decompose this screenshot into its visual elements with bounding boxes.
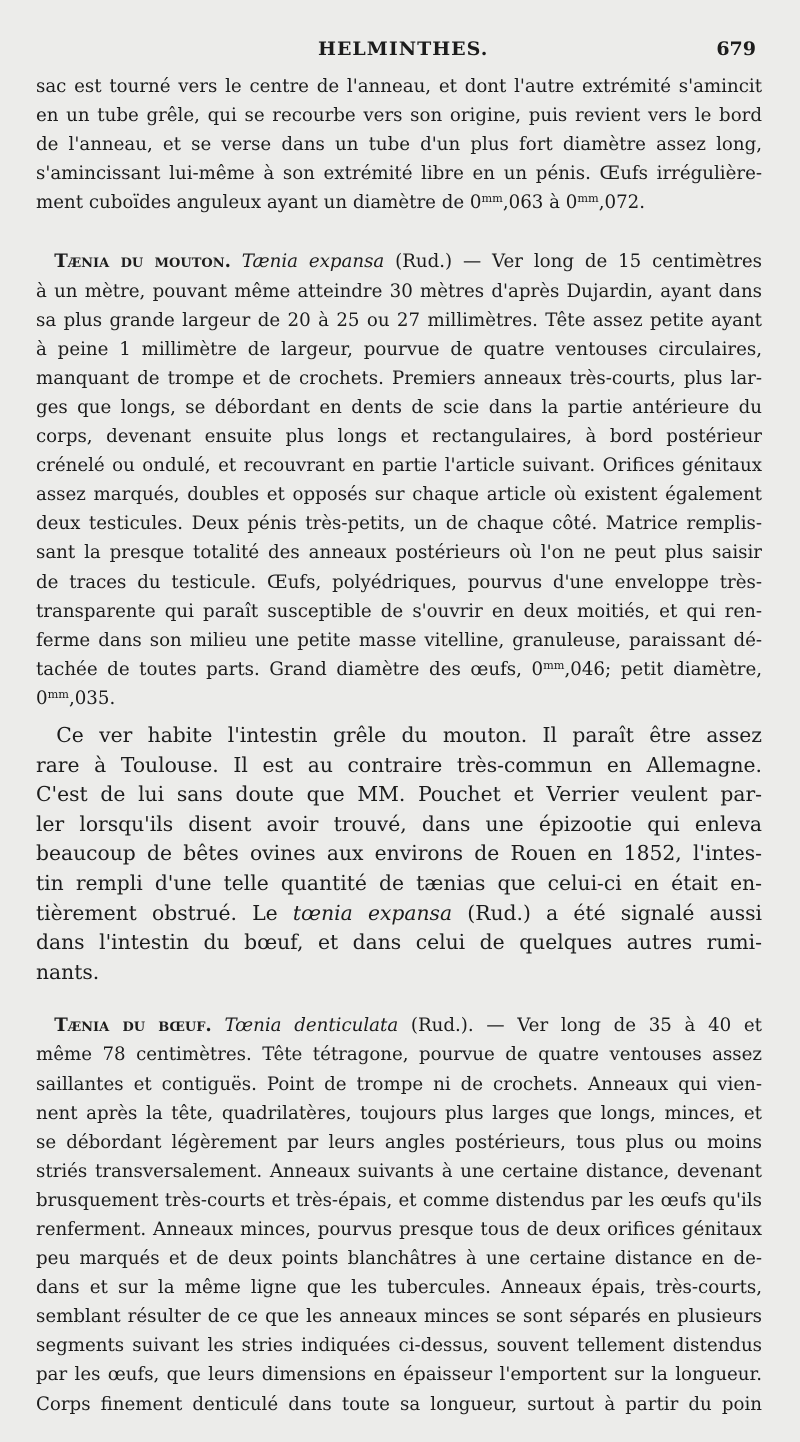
- text-line: ges que longs, se débordant en dents de scie dans la partie antérieure du: [36, 396, 762, 418]
- text-fragment: ,072.: [598, 192, 645, 214]
- text-line: renferment. Anneaux minces, pourvus presque tous de deux orifices génitaux: [36, 1218, 762, 1240]
- text-line: beaucoup de bêtes ovines aux environs de Rouen en 1852, l'intes-: [36, 841, 762, 866]
- text-line: dans et sur la même ligne que les tubercules. Anneaux épais, très-courts,: [36, 1277, 762, 1299]
- text-fragment: Ce ver habite l'intestin grêle du mouton. Il paraît être assez: [56, 722, 762, 747]
- text-line: se débordant légèrement par leurs angles postérieurs, tous plus ou moins: [36, 1131, 762, 1153]
- text-line: saillantes et contiguës. Point de trompe ni de crochets. Anneaux qui vien-: [36, 1073, 762, 1095]
- paragraph-3: [36, 721, 762, 987]
- running-header: [36, 32, 762, 72]
- text-line: [36, 899, 762, 929]
- unit-superscript: mm: [577, 192, 599, 206]
- text-line: s'amincissant lui-même à son extrémité libre en un pénis. Œufs irrégulière-: [36, 163, 762, 185]
- text-line: brusquement très-courts et très-épais, et comme distendus par les œufs qu'ils: [36, 1189, 762, 1211]
- text-line: crénelé ou ondulé, et recouvrant en partie l'article suivant. Orifices génitaux: [36, 455, 762, 477]
- text-fragment: (Rud.) a été signalé aussi: [467, 900, 763, 925]
- text-line: assez marqués, doubles et opposés sur chaque article où existent également: [36, 484, 762, 506]
- running-title: HELMINTHES.: [318, 38, 489, 60]
- entry-heading: Tænia du mouton.: [54, 251, 231, 273]
- text-fragment: tièrement obstrué. Le: [36, 900, 278, 925]
- text-line: de traces du testicule. Œufs, polyédriques, pourvus d'une enveloppe très-: [36, 571, 762, 593]
- text-line: ferme dans son milieu une petite masse vitelline, granuleuse, paraissant dé-: [36, 629, 762, 651]
- species-name: Tœnia denticulata: [224, 1015, 399, 1037]
- text-line: segments suivant les stries indiquées ci-dessus, souvent tellement distendus: [36, 1335, 762, 1357]
- text-line: dans l'intestin du bœuf, et dans celui de quelques autres rumi-: [36, 930, 762, 955]
- text-line: tin rempli d'une telle quantité de tænias que celui-ci en était en-: [36, 870, 762, 895]
- text-line: en un tube grêle, qui se recourbe vers son origine, puis revient vers le bord: [36, 105, 762, 127]
- text-line: de l'anneau, et se verse dans un tube d'un plus fort diamètre assez long,: [36, 134, 762, 156]
- text-line: Corps finement denticulé dans toute sa longueur, surtout à partir du poin: [36, 1393, 762, 1415]
- text-line: [36, 655, 762, 684]
- text-fragment: ,063 à 0: [502, 192, 578, 214]
- paragraph-2: [36, 247, 762, 713]
- text-line: nent après la tête, quadrilatères, toujours plus larges que longs, minces, et: [36, 1102, 762, 1124]
- text-line: transparente qui paraît susceptible de s'ouvrir en deux moitiés, et qui ren-: [36, 600, 762, 622]
- text-fragment: (Rud.). — Ver long de 35 à 40 et: [410, 1015, 762, 1037]
- text-fragment: (Rud.) — Ver long de 15 centimètres: [395, 251, 762, 273]
- text-line: sant la presque totalité des anneaux postérieurs où l'on ne peut plus saisir: [36, 542, 762, 564]
- species-name: tœnia expansa: [292, 900, 453, 925]
- text-line: [36, 1011, 762, 1040]
- text-fragment: ment cuboïdes anguleux ayant un diamètre de 0: [36, 192, 482, 214]
- text-fragment: tachée de toutes parts. Grand diamètre des œufs, 0: [36, 658, 544, 680]
- text-line: corps, devenant ensuite plus longs et rectangulaires, à bord postérieur: [36, 426, 762, 448]
- entry-heading: Tænia du bœuf.: [54, 1015, 212, 1037]
- paragraph-1: [36, 72, 762, 217]
- page-number: 679: [716, 38, 756, 60]
- text-line: rare à Toulouse. Il est au contraire très-commun en Allemagne.: [36, 752, 762, 777]
- text-line: [36, 684, 762, 713]
- text-fragment: ,035.: [68, 687, 116, 709]
- text-line: sac est tourné vers le centre de l'anneau, et dont l'autre extrémité s'amincit: [36, 76, 762, 97]
- text-line: nants.: [36, 959, 100, 984]
- unit-superscript: mm: [481, 192, 503, 206]
- text-fragment: ,046; petit diamètre,: [564, 658, 763, 680]
- text-line: [36, 188, 762, 217]
- text-line: même 78 centimètres. Tête tétragone, pourvue de quatre ventouses assez: [36, 1044, 762, 1066]
- text-fragment: 0: [36, 687, 48, 709]
- species-name: Tænia expansa: [241, 251, 385, 273]
- text-line: à un mètre, pouvant même atteindre 30 mètres d'après Dujardin, ayant dans: [36, 280, 762, 302]
- text-line: ler lorsqu'ils disent avoir trouvé, dans une épizootie qui enleva: [36, 811, 762, 836]
- text-line: semblant résulter de ce que les anneaux minces se sont séparés en plusieurs: [36, 1306, 762, 1328]
- unit-superscript: mm: [47, 687, 69, 701]
- text-line: [36, 721, 762, 751]
- text-line: [36, 247, 762, 276]
- text-line: à peine 1 millimètre de largeur, pourvue de quatre ventouses circulaires,: [36, 338, 762, 360]
- paragraph-4: [36, 1011, 762, 1418]
- text-line: par les œufs, que leurs dimensions en épaisseur l'emportent sur la longueur.: [36, 1364, 762, 1386]
- text-line: sa plus grande largeur de 20 à 25 ou 27 millimètres. Tête assez petite ayant: [36, 309, 762, 331]
- text-line: peu marqués et de deux points blanchâtres à une certaine distance en de-: [36, 1248, 762, 1270]
- text-line: deux testicules. Deux pénis très-petits, un de chaque côté. Matrice remplis-: [36, 513, 762, 535]
- text-line: C'est de lui sans doute que MM. Pouchet et Verrier veulent par-: [36, 782, 762, 807]
- unit-superscript: mm: [543, 658, 565, 672]
- text-line: striés transversalement. Anneaux suivants à une certaine distance, devenant: [36, 1160, 762, 1182]
- text-line: manquant de trompe et de crochets. Premiers anneaux très-courts, plus lar-: [36, 367, 762, 389]
